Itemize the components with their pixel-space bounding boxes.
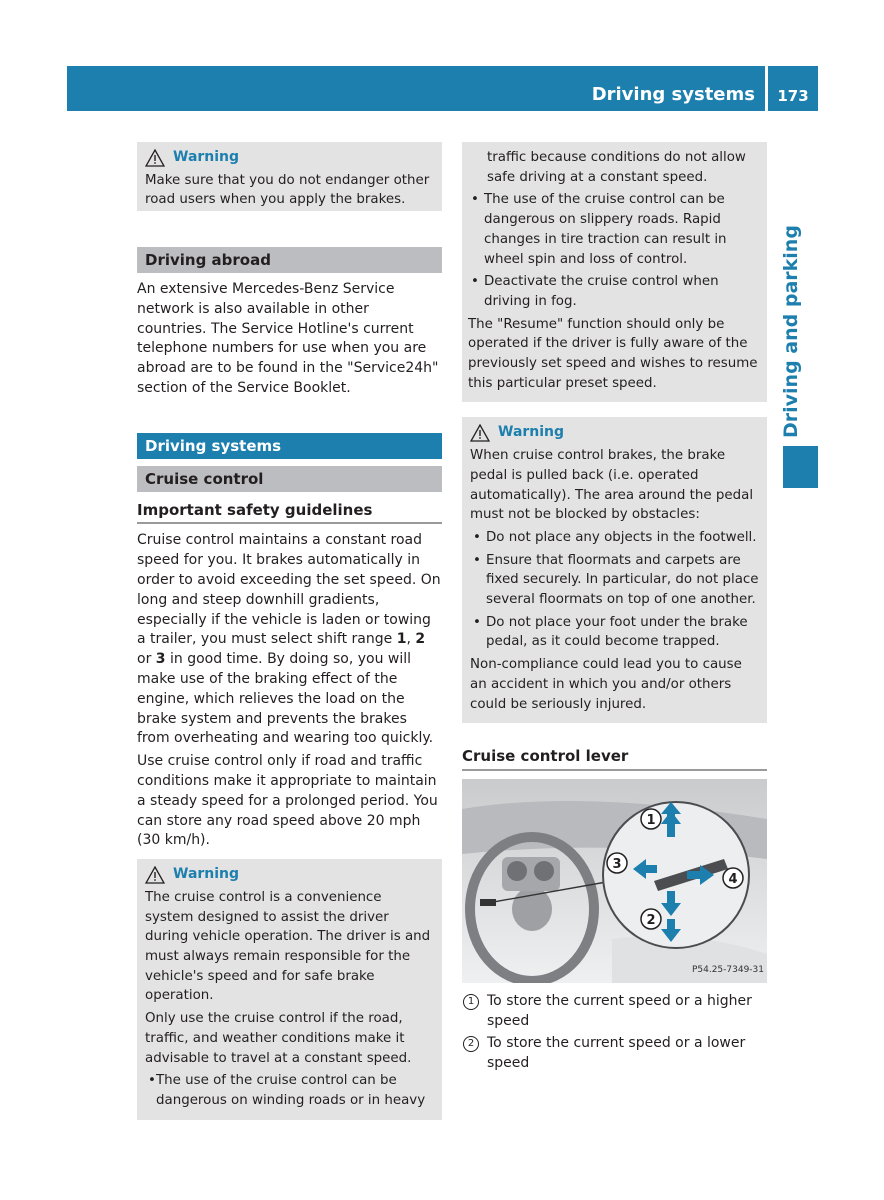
warning-heading bbox=[470, 423, 759, 443]
safety-guidelines-heading: Important safety guidelines bbox=[137, 501, 442, 525]
warning-box-brakes bbox=[137, 142, 442, 211]
left-column bbox=[137, 142, 442, 1120]
warning-title: Warning bbox=[173, 149, 240, 165]
side-tab-block bbox=[783, 446, 818, 488]
page-number-box bbox=[768, 66, 818, 111]
warning-text: When cruise control brakes, the brake pedal is pulled back (i.e. operated automatically). The area around the pedal must not be blocked by obstacles: bbox=[470, 448, 754, 523]
cruise-control-paragraph: Cruise control maintains a constant road speed for you. It brakes automatically in order to avoid exceeding the set speed. On long and steep downhill gradients, especially if the vehicle is laden or towing a trailer, you must select shift range 1, 2 or 3 in good time. By doing so, you will make use of the braking effect of the engine, which relieves the load on the brake system and prevents the brakes from overheating and wearing too quickly. bbox=[137, 532, 441, 747]
warning-text: Only use the cruise control if the road, traffic, and weather conditions make it advisable to travel at a constant speed. bbox=[145, 1011, 412, 1066]
warning-title: Warning bbox=[498, 424, 565, 441]
callout-4: 4 bbox=[728, 871, 738, 887]
warning-triangle-icon bbox=[470, 424, 490, 442]
header-bar bbox=[67, 66, 765, 111]
warning-text: The "Resume" function should only be operated if the driver is fully aware of the previously set speed and wishes to resume this particular preset speed. bbox=[468, 316, 758, 391]
list-item: • Deactivate the cruise control when driving in fog. bbox=[471, 274, 719, 309]
warning-text: Non-compliance could lead you to cause an accident in which you and/or others could be seriously injured. bbox=[470, 657, 742, 712]
section-cruise-control: Cruise control bbox=[137, 466, 442, 492]
warning-text: Make sure that you do not endanger other road users when you apply the brakes. bbox=[145, 172, 430, 208]
side-tab-label: Driving and parking bbox=[780, 225, 802, 438]
warning-box-continued bbox=[462, 142, 767, 402]
callout-list bbox=[462, 991, 767, 1073]
warning-triangle-icon bbox=[145, 866, 165, 884]
warning-title: Warning bbox=[173, 866, 240, 883]
warning-triangle-icon bbox=[145, 149, 165, 167]
list-item: • The use of the cruise control can be dangerous on slippery roads. Rapid changes in tire traction can result in wheel spin and loss of control. bbox=[471, 192, 727, 267]
warning-text: The cruise control is a convenience system designed to assist the driver during vehicle operation. The driver is and must always remain responsible for the vehicle's speed and for safe brake operation. bbox=[145, 889, 431, 1004]
cruise-control-lever-figure bbox=[462, 779, 767, 983]
page-title: Driving systems bbox=[591, 84, 755, 105]
list-item: • Ensure that floormats and carpets are fixed securely. In particular, do not place several floormats on top of one another. bbox=[473, 552, 759, 608]
list-item: • Do not place any objects in the footwell. bbox=[473, 529, 757, 545]
warning-heading bbox=[145, 148, 434, 168]
section-driving-abroad: Driving abroad bbox=[137, 247, 442, 273]
cruise-control-usage-paragraph: Use cruise control only if road and traffic conditions make it appropriate to maintain a steady speed for a prolonged period. You can store any road speed above 20 mph (30 km/h). bbox=[137, 753, 438, 849]
list-item bbox=[462, 1033, 767, 1073]
warning-heading bbox=[145, 865, 434, 885]
warning-box-brake-pedal bbox=[462, 417, 767, 723]
list-item: • Do not place your foot under the brake pedal, as it could become trapped. bbox=[473, 614, 748, 650]
callout-number: 2 bbox=[463, 1036, 479, 1052]
list-item: traffic because conditions do not allow safe driving at a constant speed. bbox=[487, 150, 746, 185]
list-item: • The use of the cruise control can be dangerous on winding roads or in heavy bbox=[148, 1073, 426, 1108]
figure-label: P54.25-7349-31 bbox=[691, 965, 764, 976]
list-item-text: To store the current speed or a lower speed bbox=[487, 1034, 746, 1071]
callout-2: 2 bbox=[646, 912, 656, 928]
dashboard-illustration bbox=[462, 779, 767, 983]
list-item-text: To store the current speed or a higher speed bbox=[487, 992, 752, 1029]
cruise-control-lever-heading: Cruise control lever bbox=[462, 747, 767, 771]
callout-3: 3 bbox=[612, 856, 622, 872]
driving-abroad-text: An extensive Mercedes-Benz Service network is also available in other countries. The Service Hotline's current telephone numbers for use when you are abroad are to be found in the "Service24h" section of the Service Booklet. bbox=[137, 281, 439, 396]
callout-1: 1 bbox=[646, 812, 656, 828]
page-number: 173 bbox=[777, 87, 809, 105]
right-column bbox=[462, 142, 767, 1075]
side-tab bbox=[766, 200, 818, 450]
warning-box-convenience bbox=[137, 859, 442, 1119]
list-item bbox=[462, 991, 767, 1031]
section-driving-systems: Driving systems bbox=[137, 433, 442, 459]
callout-number: 1 bbox=[463, 994, 479, 1010]
